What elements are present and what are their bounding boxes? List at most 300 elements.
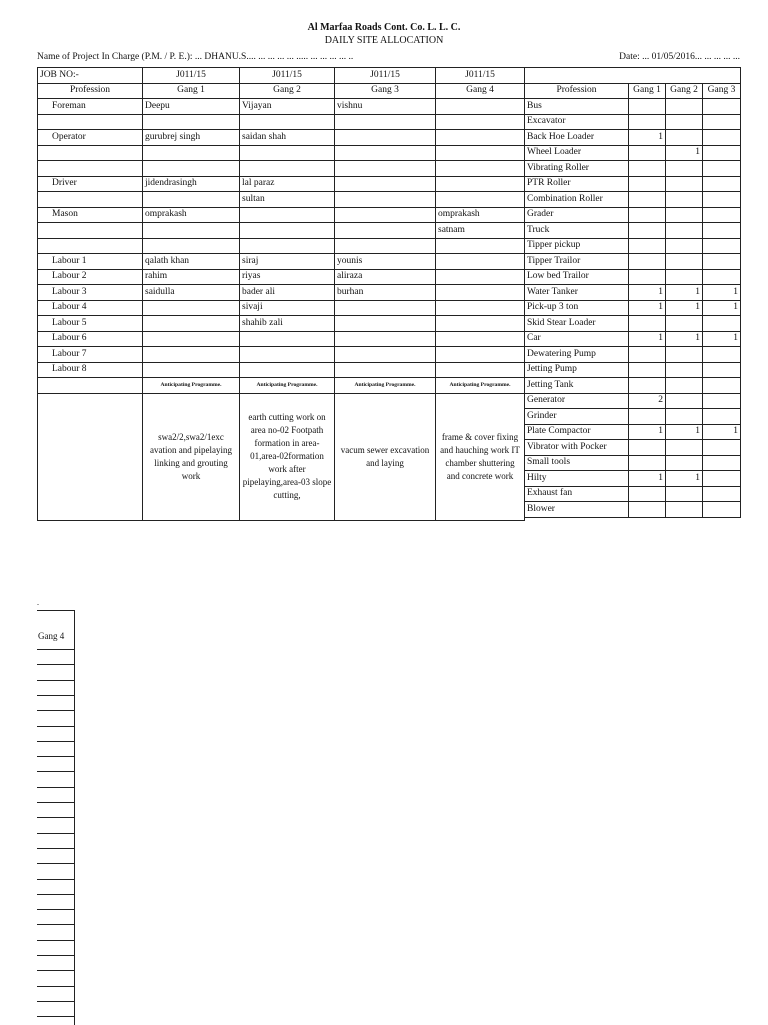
- table-row: [525, 145, 741, 161]
- profession-cell: Mason: [38, 207, 143, 223]
- gang-cell: [335, 223, 436, 239]
- equipment-name-cell: Low bed Trailor: [525, 269, 629, 285]
- strip-row-line: [37, 955, 74, 956]
- table-row: [525, 378, 741, 394]
- equipment-count-cell: [666, 238, 703, 254]
- equipment-count-cell: [666, 378, 703, 394]
- equipment-count-cell: [703, 393, 741, 409]
- equipment-table: [524, 67, 741, 518]
- strip-row-line: [37, 909, 74, 910]
- gang-cell: lal paraz: [240, 176, 335, 192]
- table-row: [38, 145, 525, 161]
- equipment-name-cell: Vibrator with Pocker: [525, 440, 629, 456]
- equipment-count-cell: [629, 362, 666, 378]
- gang-cell: [143, 300, 240, 316]
- job-number-cell: J011/15: [335, 68, 436, 84]
- equipment-count-cell: [703, 145, 741, 161]
- equipment-count-cell: [666, 130, 703, 146]
- equipment-count-cell: [629, 254, 666, 270]
- gang-cell: qalath khan: [143, 254, 240, 270]
- equipment-count-cell: [629, 486, 666, 502]
- gang-cell: vishnu: [335, 99, 436, 115]
- equipment-name-cell: PTR Roller: [525, 176, 629, 192]
- strip-row-line: [37, 649, 74, 650]
- profession-cell: [38, 161, 143, 177]
- equipment-count-cell: 1: [703, 424, 741, 440]
- profession-cell: Labour 3: [38, 285, 143, 301]
- equipment-count-cell: [629, 161, 666, 177]
- equipment-name-cell: Bus: [525, 99, 629, 115]
- gang-cell: [335, 161, 436, 177]
- equipment-count-cell: 1: [629, 285, 666, 301]
- project-in-charge-line: Name of Project In Charge (P.M. / P. E.): ... DHANU.S.... ... ... ... ... ..... ... ... ... ... ..: [37, 52, 354, 62]
- profession-cell: Labour 1: [38, 254, 143, 270]
- strip-row-line: [37, 940, 74, 941]
- equipment-count-cell: [703, 409, 741, 425]
- equipment-count-cell: [703, 316, 741, 332]
- gang-cell: saidulla: [143, 285, 240, 301]
- equipment-count-cell: [629, 502, 666, 518]
- equipment-count-cell: 1: [703, 300, 741, 316]
- header-row: [38, 83, 525, 99]
- equipment-count-cell: 1: [703, 285, 741, 301]
- equipment-count-cell: [666, 254, 703, 270]
- gang-cell: omprakash: [143, 207, 240, 223]
- equipment-count-cell: [703, 192, 741, 208]
- gang-cell: [335, 130, 436, 146]
- job-number-cell: J011/15: [436, 68, 525, 84]
- anticipating-label: Anticipating Programme.: [143, 378, 240, 394]
- gang-cell: sultan: [240, 192, 335, 208]
- table-row: [525, 161, 741, 177]
- equipment-count-cell: [703, 362, 741, 378]
- profession-cell: Labour 6: [38, 331, 143, 347]
- equipment-count-cell: [666, 114, 703, 130]
- gang-cell: [335, 331, 436, 347]
- equipment-count-cell: [629, 176, 666, 192]
- gang-cell: [240, 223, 335, 239]
- table-row: [38, 254, 525, 270]
- strip-row-line: [37, 802, 74, 803]
- equipment-count-cell: [666, 347, 703, 363]
- table-row: [38, 192, 525, 208]
- strip-row-line: [37, 1001, 74, 1002]
- table-row: [525, 114, 741, 130]
- strip-row-line: [37, 756, 74, 757]
- equipment-count-cell: 1: [666, 471, 703, 487]
- profession-cell: [38, 238, 143, 254]
- equipment-count-cell: [666, 176, 703, 192]
- equipment-name-cell: Skid Stear Loader: [525, 316, 629, 332]
- equipment-count-cell: [703, 347, 741, 363]
- job-number-cell: J011/15: [240, 68, 335, 84]
- equipment-name-cell: Plate Compactor: [525, 424, 629, 440]
- programme-cell: earth cutting work on area no-02 Footpath formation in area-01,area-02formation work after pipelaying,area-03 slope cutting,: [240, 393, 335, 520]
- equipment-count-cell: [666, 502, 703, 518]
- table-row: [525, 347, 741, 363]
- equipment-count-cell: [629, 223, 666, 239]
- gang-cell: [143, 362, 240, 378]
- gang-cell: [436, 176, 525, 192]
- equipment-count-cell: [666, 393, 703, 409]
- strip-row-line: [37, 695, 74, 696]
- gang-cell: [436, 145, 525, 161]
- gang-cell: riyas: [240, 269, 335, 285]
- gang-cell: younis: [335, 254, 436, 270]
- equipment-count-cell: [703, 238, 741, 254]
- equipment-count-cell: [629, 378, 666, 394]
- strip-row-line: [37, 1016, 74, 1017]
- gang-cell: jidendrasingh: [143, 176, 240, 192]
- strip-row-line: [37, 848, 74, 849]
- gang-cell: [436, 316, 525, 332]
- gang-cell: [436, 99, 525, 115]
- gang-cell: [436, 114, 525, 130]
- anticipating-label: Anticipating Programme.: [436, 378, 525, 394]
- gang-cell: [335, 176, 436, 192]
- column-header: Profession: [525, 83, 629, 99]
- profession-cell: Labour 4: [38, 300, 143, 316]
- stray-dot: .: [37, 598, 39, 607]
- table-row: [525, 238, 741, 254]
- equipment-count-cell: [666, 440, 703, 456]
- table-row: [38, 285, 525, 301]
- profession-cell: [38, 223, 143, 239]
- equipment-count-cell: [666, 486, 703, 502]
- gang-cell: [143, 223, 240, 239]
- lower-gang4-strip: [37, 610, 75, 1025]
- gang-cell: [436, 254, 525, 270]
- gang-cell: siraj: [240, 254, 335, 270]
- equipment-count-cell: [666, 455, 703, 471]
- table-row: [38, 130, 525, 146]
- strip-row-line: [37, 710, 74, 711]
- profession-cell: Operator: [38, 130, 143, 146]
- equipment-count-cell: [629, 347, 666, 363]
- profession-cell: [38, 145, 143, 161]
- gang-cell: [436, 238, 525, 254]
- equipment-count-cell: [666, 99, 703, 115]
- job-no-label: JOB NO:-: [38, 68, 143, 84]
- equipment-count-cell: [703, 269, 741, 285]
- table-row: [38, 362, 525, 378]
- profession-cell: Driver: [38, 176, 143, 192]
- gang-cell: rahim: [143, 269, 240, 285]
- equipment-name-cell: Tipper Trailor: [525, 254, 629, 270]
- gang-cell: [436, 331, 525, 347]
- equipment-name-cell: Water Tanker: [525, 285, 629, 301]
- table-row: [525, 455, 741, 471]
- table-row: [525, 130, 741, 146]
- table-row: [525, 362, 741, 378]
- table-row: [525, 440, 741, 456]
- equipment-name-cell: Excavator: [525, 114, 629, 130]
- equipment-count-cell: [629, 316, 666, 332]
- gang-cell: [240, 238, 335, 254]
- equipment-count-cell: [703, 176, 741, 192]
- equipment-name-cell: Jetting Pump: [525, 362, 629, 378]
- strip-row-line: [37, 894, 74, 895]
- gang-cell: [335, 207, 436, 223]
- strip-row-line: [37, 817, 74, 818]
- equipment-name-cell: Grader: [525, 207, 629, 223]
- gang-cell: [335, 300, 436, 316]
- gang-cell: [436, 347, 525, 363]
- strip-row-line: [37, 863, 74, 864]
- gang-cell: [436, 300, 525, 316]
- table-row: [38, 176, 525, 192]
- gang-cell: [436, 362, 525, 378]
- equipment-count-cell: 1: [666, 424, 703, 440]
- equipment-count-cell: [703, 455, 741, 471]
- programme-row: [38, 393, 525, 520]
- equipment-name-cell: Hilty: [525, 471, 629, 487]
- gang-cell: [335, 145, 436, 161]
- equipment-count-cell: [629, 269, 666, 285]
- equipment-name-cell: Jetting Tank: [525, 378, 629, 394]
- equipment-count-cell: [703, 502, 741, 518]
- strip-row-line: [37, 664, 74, 665]
- equipment-count-cell: [703, 207, 741, 223]
- gang-cell: shahib zali: [240, 316, 335, 332]
- table-row: [525, 424, 741, 440]
- equipment-count-cell: [703, 254, 741, 270]
- gang-cell: [240, 161, 335, 177]
- table-row: [525, 99, 741, 115]
- gang-cell: [240, 362, 335, 378]
- table-row: [525, 486, 741, 502]
- gang-cell: sivaji: [240, 300, 335, 316]
- gang-cell: aliraza: [335, 269, 436, 285]
- gang-cell: [240, 114, 335, 130]
- job-no-row: [38, 68, 525, 84]
- equipment-count-cell: [703, 161, 741, 177]
- table-row: [38, 207, 525, 223]
- table-row: [38, 331, 525, 347]
- profession-cell: Labour 7: [38, 347, 143, 363]
- equipment-count-cell: 1: [666, 285, 703, 301]
- equipment-count-cell: [703, 99, 741, 115]
- equipment-name-cell: Wheel Loader: [525, 145, 629, 161]
- column-header: Gang 3: [335, 83, 436, 99]
- strip-row-line: [37, 924, 74, 925]
- gang-cell: saidan shah: [240, 130, 335, 146]
- equipment-count-cell: 1: [629, 471, 666, 487]
- table-row: [525, 176, 741, 192]
- equipment-name-cell: Exhaust fan: [525, 486, 629, 502]
- gang-cell: [143, 192, 240, 208]
- equipment-count-cell: [666, 192, 703, 208]
- date-line: Date: ... 01/05/2016... ... ... ... ...: [619, 52, 740, 62]
- strip-row-line: [37, 726, 74, 727]
- profession-cell: [38, 192, 143, 208]
- gang-cell: Deepu: [143, 99, 240, 115]
- gang-cell: [240, 347, 335, 363]
- equipment-count-cell: 1: [703, 331, 741, 347]
- strip-row-line: [37, 879, 74, 880]
- form-title: DAILY SITE ALLOCATION: [324, 35, 444, 46]
- equipment-count-cell: 1: [666, 145, 703, 161]
- table-row: [525, 393, 741, 409]
- equipment-name-cell: Vibrating Roller: [525, 161, 629, 177]
- gang-cell: [335, 238, 436, 254]
- strip-row-line: [37, 741, 74, 742]
- gang-cell: [436, 269, 525, 285]
- blank-cell: [38, 393, 143, 520]
- blank-cell: [38, 378, 143, 394]
- equipment-count-cell: 1: [629, 300, 666, 316]
- column-header: Profession: [38, 83, 143, 99]
- anticipating-label: Anticipating Programme.: [335, 378, 436, 394]
- equipment-header-row: [525, 83, 741, 99]
- equipment-count-cell: [629, 207, 666, 223]
- gang-cell: satnam: [436, 223, 525, 239]
- gang-cell: [143, 161, 240, 177]
- strip-row-line: [37, 680, 74, 681]
- gang-cell: gurubrej singh: [143, 130, 240, 146]
- profession-cell: [38, 114, 143, 130]
- table-row: [525, 254, 741, 270]
- equipment-count-cell: [666, 207, 703, 223]
- programme-cell: frame & cover fixing and hauching work IT chamber shuttering and concrete work: [436, 393, 525, 520]
- equipment-count-cell: [703, 223, 741, 239]
- profession-cell: Foreman: [38, 99, 143, 115]
- gang-cell: [143, 114, 240, 130]
- table-row: [525, 331, 741, 347]
- equipment-count-cell: [703, 130, 741, 146]
- profession-cell: Labour 5: [38, 316, 143, 332]
- table-row: [38, 347, 525, 363]
- table-row: [38, 316, 525, 332]
- gang-cell: [143, 347, 240, 363]
- gang-cell: [335, 114, 436, 130]
- table-row: [38, 223, 525, 239]
- equipment-count-cell: 1: [666, 331, 703, 347]
- table-row: [525, 502, 741, 518]
- gang-cell: [436, 192, 525, 208]
- column-header: Gang 4: [436, 83, 525, 99]
- programme-cell: vacum sewer excavation and laying: [335, 393, 436, 520]
- gang-cell: [335, 347, 436, 363]
- equipment-name-cell: Truck: [525, 223, 629, 239]
- gang-cell: omprakash: [436, 207, 525, 223]
- programme-cell: swa2/2,swa2/1exc avation and pipelaying linking and grouting work: [143, 393, 240, 520]
- gang-cell: [436, 285, 525, 301]
- equipment-count-cell: [703, 114, 741, 130]
- allocation-table-body: [38, 68, 525, 521]
- equipment-count-cell: [629, 192, 666, 208]
- equipment-count-cell: [703, 378, 741, 394]
- table-row: [525, 269, 741, 285]
- gang-cell: burhan: [335, 285, 436, 301]
- lower-gang4-label: Gang 4: [38, 631, 65, 641]
- gang-cell: [335, 362, 436, 378]
- strip-row-line: [37, 986, 74, 987]
- gang-cell: [143, 331, 240, 347]
- profession-cell: Labour 8: [38, 362, 143, 378]
- gang-cell: [436, 161, 525, 177]
- equipment-count-cell: 1: [666, 300, 703, 316]
- column-header: Gang 3: [703, 83, 741, 99]
- allocation-table: [37, 67, 525, 521]
- strip-row-line: [37, 970, 74, 971]
- table-row: [38, 99, 525, 115]
- column-header: Gang 1: [629, 83, 666, 99]
- gang-cell: [143, 145, 240, 161]
- strip-row-line: [37, 787, 74, 788]
- equipment-name-cell: Small tools: [525, 455, 629, 471]
- equipment-count-cell: [666, 362, 703, 378]
- gang-cell: [335, 316, 436, 332]
- gang-cell: Vijayan: [240, 99, 335, 115]
- equipment-count-cell: [629, 440, 666, 456]
- equipment-count-cell: [666, 409, 703, 425]
- equipment-count-cell: [629, 145, 666, 161]
- equipment-count-cell: 1: [629, 424, 666, 440]
- profession-cell: Labour 2: [38, 269, 143, 285]
- table-row: [525, 471, 741, 487]
- equipment-top-row: [525, 68, 741, 84]
- table-row: [525, 316, 741, 332]
- equipment-count-cell: [629, 99, 666, 115]
- table-row: [525, 207, 741, 223]
- column-header: Gang 1: [143, 83, 240, 99]
- equipment-count-cell: [629, 114, 666, 130]
- equipment-count-cell: [629, 238, 666, 254]
- gang-cell: [436, 130, 525, 146]
- table-row: [38, 114, 525, 130]
- table-row: [38, 300, 525, 316]
- table-row: [38, 269, 525, 285]
- table-row: [525, 285, 741, 301]
- equipment-table-body: [525, 68, 741, 518]
- equipment-count-cell: [703, 486, 741, 502]
- equipment-name-cell: Back Hoe Loader: [525, 130, 629, 146]
- table-row: [38, 238, 525, 254]
- equipment-count-cell: [629, 409, 666, 425]
- equipment-count-cell: [666, 223, 703, 239]
- gang-cell: [240, 145, 335, 161]
- equipment-name-cell: Blower: [525, 502, 629, 518]
- table-row: [525, 409, 741, 425]
- column-header: Gang 2: [666, 83, 703, 99]
- column-header: Gang 2: [240, 83, 335, 99]
- anticipating-row: [38, 378, 525, 394]
- gang-cell: [240, 331, 335, 347]
- gang-cell: [143, 316, 240, 332]
- equipment-name-cell: Grinder: [525, 409, 629, 425]
- equipment-count-cell: [666, 316, 703, 332]
- blank-cell: [525, 68, 741, 84]
- equipment-count-cell: 2: [629, 393, 666, 409]
- strip-row-line: [37, 771, 74, 772]
- strip-row-line: [37, 833, 74, 834]
- table-row: [525, 223, 741, 239]
- equipment-count-cell: [666, 269, 703, 285]
- job-number-cell: J011/15: [143, 68, 240, 84]
- gang-cell: [335, 192, 436, 208]
- equipment-name-cell: Dewatering Pump: [525, 347, 629, 363]
- equipment-count-cell: [666, 161, 703, 177]
- equipment-count-cell: 1: [629, 130, 666, 146]
- company-name: Al Marfaa Roads Cont. Co. L. L. C.: [307, 22, 461, 33]
- gang-cell: [143, 238, 240, 254]
- equipment-name-cell: Tipper pickup: [525, 238, 629, 254]
- gang-cell: [240, 207, 335, 223]
- equipment-count-cell: [629, 455, 666, 471]
- equipment-name-cell: Car: [525, 331, 629, 347]
- equipment-name-cell: Pick-up 3 ton: [525, 300, 629, 316]
